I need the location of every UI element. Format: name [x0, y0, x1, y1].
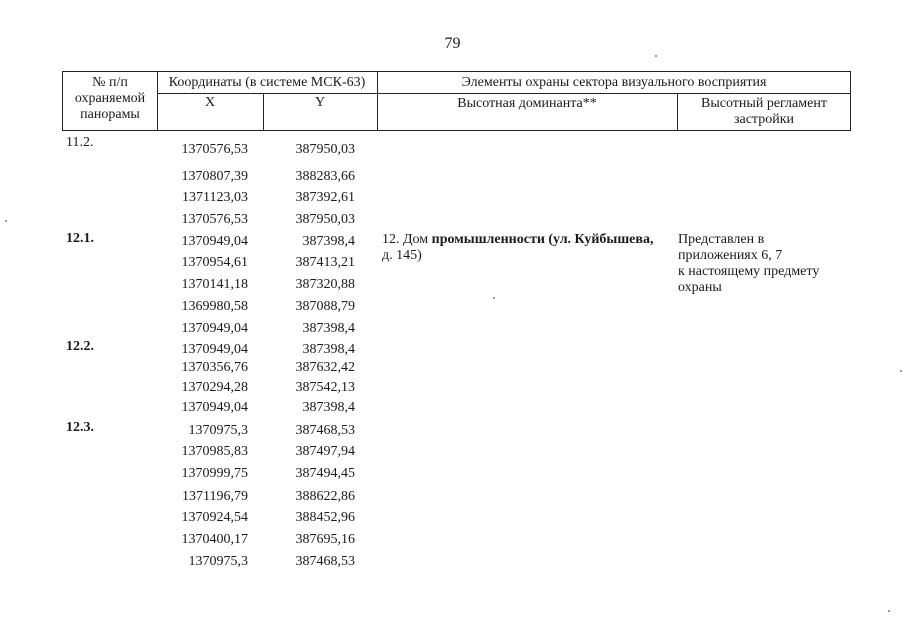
coordinate-y: 387468,53: [295, 554, 355, 569]
coordinate-x: 1370400,17: [181, 532, 248, 547]
panorama-number: 12.3.: [66, 420, 94, 435]
header-elements: Элементы охраны сектора визуального восприятия: [461, 75, 767, 90]
coordinate-y: 387398,4: [302, 342, 355, 357]
table-header: [62, 71, 851, 131]
coordinate-x: 1370576,53: [181, 142, 248, 157]
dominant-prefix: 12. Дом: [382, 232, 432, 247]
header-divider: [157, 93, 851, 94]
header-panorama-line: охраняемой: [74, 91, 146, 106]
coordinate-y: 387497,94: [295, 444, 355, 459]
coordinate-x: 1370924,54: [181, 510, 248, 525]
coordinate-y: 387392,61: [295, 190, 355, 205]
coordinate-y: 387320,88: [295, 277, 355, 292]
scan-speck: [900, 370, 902, 372]
coordinate-y: 387542,13: [295, 380, 355, 395]
coordinate-y: 387950,03: [295, 212, 355, 227]
coordinate-y: 387413,21: [295, 255, 355, 270]
header-coordinates: Координаты (в системе МСК-63): [168, 75, 366, 90]
coordinate-x: 1370985,83: [181, 444, 248, 459]
scan-speck: [655, 55, 657, 57]
coordinate-y: 387468,53: [295, 423, 355, 438]
regulation-line: Представлен в: [678, 232, 765, 247]
coordinate-x: 1370999,75: [181, 466, 248, 481]
coordinate-x: 1370807,39: [181, 169, 248, 184]
coordinate-x: 1370576,53: [181, 212, 248, 227]
page-number: 79: [444, 35, 461, 52]
header-regulation: [677, 96, 851, 128]
header-dominant: Высотная доминанта**: [457, 96, 597, 111]
coordinate-x: 1370954,61: [181, 255, 248, 270]
header-regulation-line: Высотный регламент: [701, 96, 827, 111]
panorama-number: 11.2.: [66, 135, 94, 150]
coordinate-x: 1370356,76: [181, 360, 248, 375]
coordinate-y: 387950,03: [295, 142, 355, 157]
header-panorama-line: № п/п: [92, 75, 128, 90]
scan-speck: [888, 610, 890, 612]
coordinate-x: 1370949,04: [181, 234, 248, 249]
coordinate-x: 1370141,18: [181, 277, 248, 292]
coordinate-x: 1371196,79: [182, 489, 248, 504]
regulation-line: охраны: [678, 280, 722, 295]
coordinate-y: 387088,79: [295, 299, 355, 314]
coordinate-x: 1370975,3: [188, 423, 248, 438]
header-regulation-line: застройки: [733, 112, 795, 127]
coordinate-x: 1371123,03: [182, 190, 248, 205]
coordinate-x: 1370975,3: [188, 554, 248, 569]
coordinate-y: 387398,4: [302, 234, 355, 249]
regulation-line: к настоящему предмету: [678, 264, 820, 279]
coordinate-x: 1370294,28: [181, 380, 248, 395]
regulation-line: приложениях 6, 7: [678, 248, 783, 263]
coordinate-x: 1370949,04: [181, 400, 248, 415]
scan-speck: [5, 220, 7, 222]
dominant-bold: промышленности (ул. Куйбышева,: [431, 232, 654, 247]
coordinate-x: 1369980,58: [181, 299, 248, 314]
header-panorama-line: панорамы: [80, 107, 140, 122]
coordinate-x: 1370949,04: [181, 321, 248, 336]
coordinate-y: 388452,96: [295, 510, 355, 525]
scan-speck: [493, 297, 495, 299]
coordinate-x: 1370949,04: [181, 342, 248, 357]
coordinate-y: 388622,86: [295, 489, 355, 504]
coordinate-y: 388283,66: [295, 169, 355, 184]
coordinate-y: 387494,45: [295, 466, 355, 481]
header-panorama: [63, 75, 157, 123]
header-x: X: [204, 95, 216, 110]
panorama-number: 12.1.: [66, 231, 94, 246]
header-y: Y: [314, 95, 326, 110]
coordinate-y: 387695,16: [295, 532, 355, 547]
coordinate-y: 387632,42: [295, 360, 355, 375]
regulation-cell: [678, 232, 848, 296]
coordinate-y: 387398,4: [302, 400, 355, 415]
dominant-suffix: д. 145): [382, 248, 422, 263]
dominant-cell: [382, 232, 672, 264]
coordinate-y: 387398,4: [302, 321, 355, 336]
panorama-number: 12.2.: [66, 339, 94, 354]
